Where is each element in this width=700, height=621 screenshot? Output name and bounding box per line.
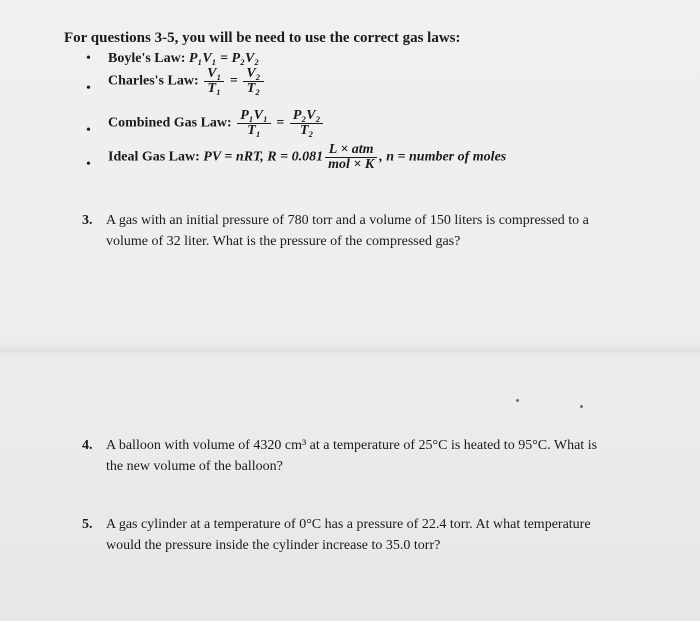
boyles-law: [108, 51, 259, 67]
paper-fold: [0, 343, 700, 357]
bullet-icon: •: [86, 81, 91, 96]
question-3: [82, 210, 642, 252]
ideal-law-formula: PV = nRT, R = 0.081: [203, 149, 324, 165]
charles-denominator-left: T₁: [207, 81, 221, 96]
combined-numerator-right: P₂V₂: [290, 109, 324, 124]
charles-numerator-right: V₂: [243, 67, 263, 82]
combined-fraction-left: [237, 109, 271, 138]
question-number: 3.: [82, 213, 93, 228]
combined-law-label: Combined Gas Law:: [108, 115, 232, 131]
bullet-icon: •: [86, 51, 91, 66]
boyles-law-label: Boyle's Law:: [108, 51, 186, 66]
ideal-law-moles-note: , n = number of moles: [379, 149, 507, 165]
charles-denominator-right: T₂: [246, 81, 261, 96]
combined-numerator-left: P₁V₁: [237, 109, 271, 124]
question-number: 5.: [82, 517, 93, 532]
question-text: A gas with an initial pressure of 780 torr and a volume of 150 liters is compressed to a: [106, 213, 589, 228]
combined-denominator-right: T₂: [299, 123, 314, 138]
instructions-heading: For questions 3-5, you will be need to use the correct gas laws:: [64, 30, 461, 46]
question-text-continued: the new volume of the balloon?: [106, 459, 283, 474]
question-5: [82, 514, 642, 556]
stray-mark: [580, 405, 583, 408]
question-text-continued: volume of 32 liter. What is the pressure of the compressed gas?: [106, 234, 461, 249]
question-text-continued: would the pressure inside the cylinder increase to 35.0 torr?: [106, 538, 441, 553]
gas-constant-unit-numerator: L × atm: [325, 143, 377, 158]
bullet-icon: •: [86, 123, 91, 138]
charles-numerator-left: V₁: [204, 67, 224, 82]
combined-gas-law: Combined Gas Law: $\frac{\text{P₁V₁}}{\text{T₁}}$ = $\frac{\text{P₂V₂}}{\text{T₂}}$: [108, 109, 325, 138]
gas-constant-unit: [325, 143, 377, 172]
ideal-gas-law: [108, 143, 506, 172]
question-number: 4.: [82, 438, 93, 453]
charles-fraction-left: [204, 67, 224, 96]
bullet-icon: •: [86, 157, 91, 172]
ideal-law-label: Ideal Gas Law:: [108, 149, 200, 165]
stray-mark: [516, 399, 519, 402]
combined-fraction-right: [290, 109, 324, 138]
charles-law: Charles's Law: $\frac{\text{V₁}}{\text{T₁}}$ = $\frac{\text{V₂}}{\text{T₂}}$: [108, 67, 266, 96]
question-4: [82, 435, 642, 477]
charles-law-label: Charles's Law:: [108, 73, 199, 89]
question-text: A balloon with volume of 4320 cm³ at a temperature of 25°C is heated to 95°C. What is: [106, 438, 598, 453]
charles-fraction-right: [243, 67, 263, 96]
question-text: A gas cylinder at a temperature of 0°C has a pressure of 22.4 torr. At what temperature: [106, 517, 591, 532]
boyles-law-formula: P₁V₁ = P₂V₂: [188, 51, 260, 66]
gas-constant-unit-denominator: mol × K: [328, 157, 375, 172]
combined-denominator-left: T₁: [247, 123, 261, 138]
